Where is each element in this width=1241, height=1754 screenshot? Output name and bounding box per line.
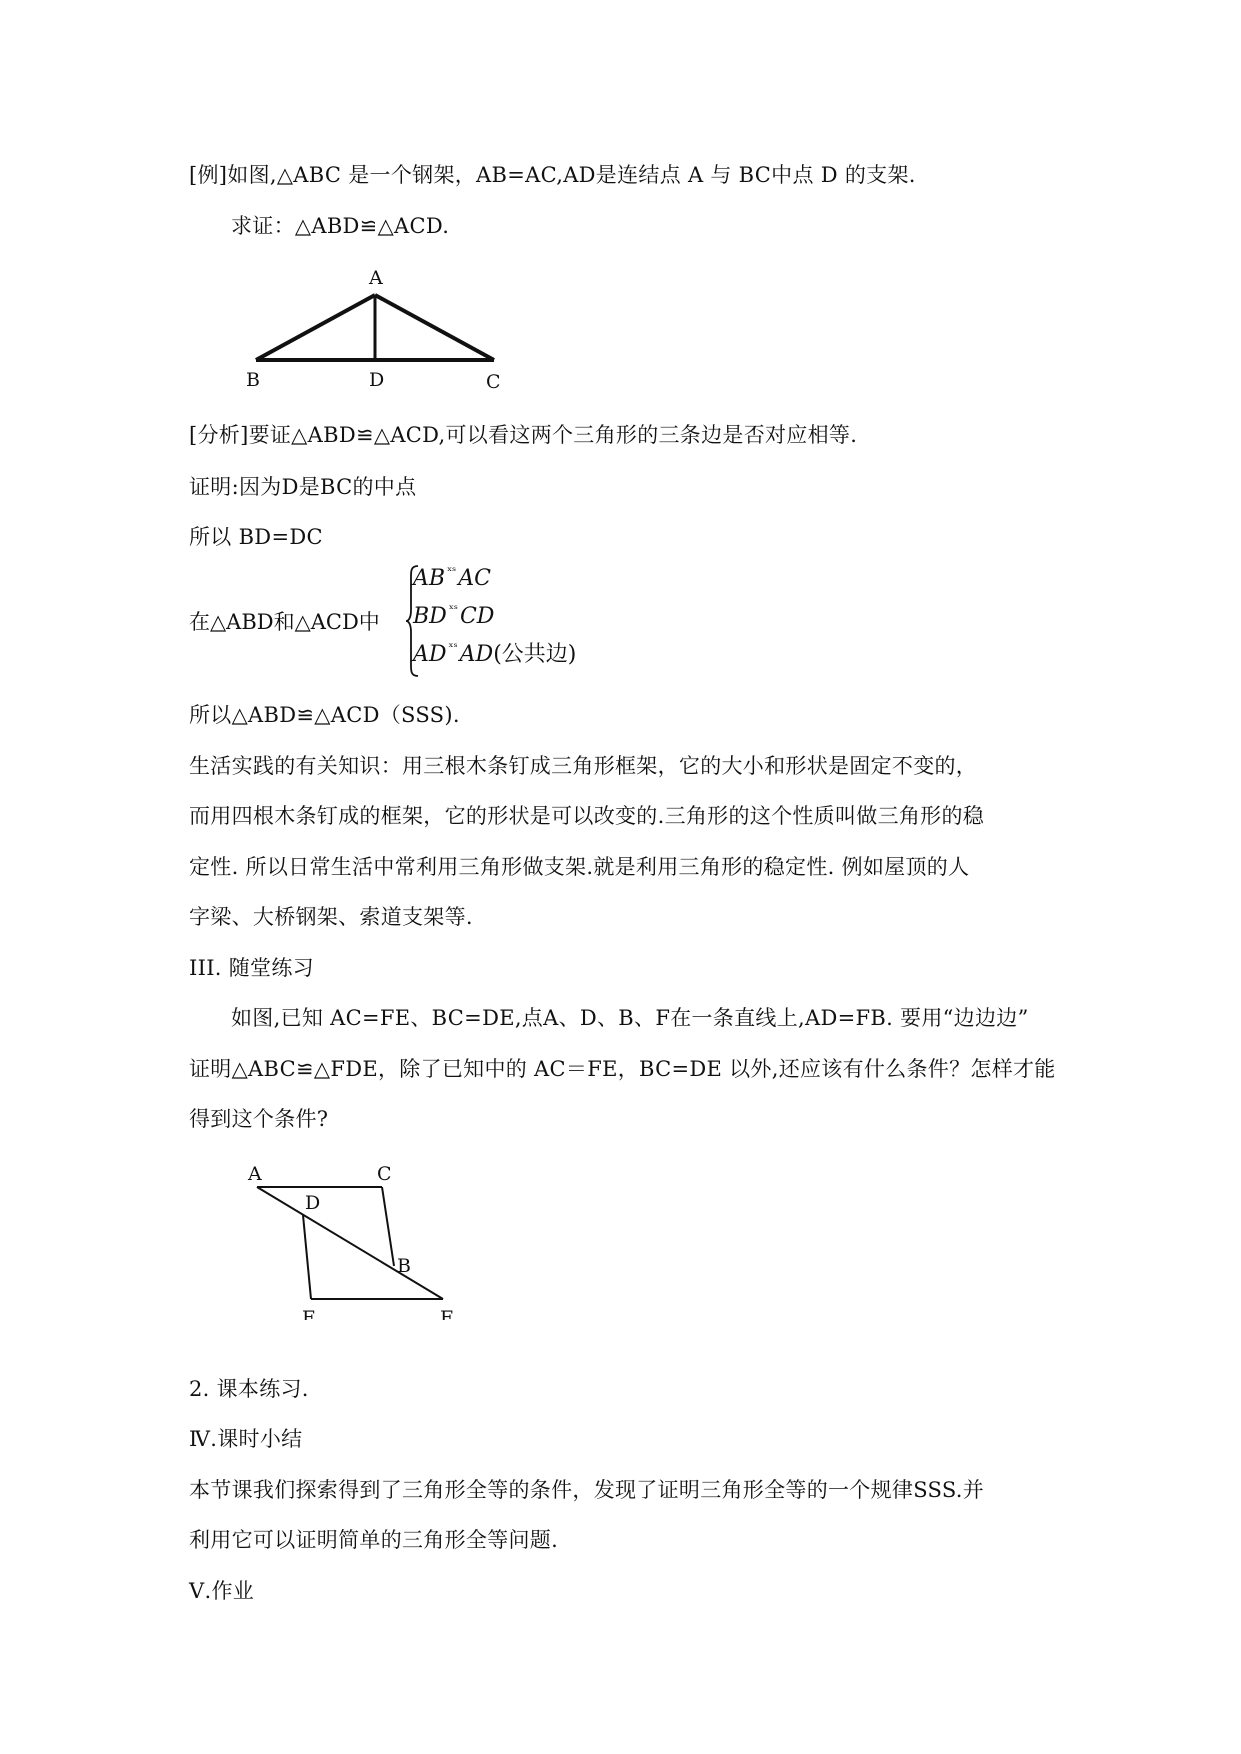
eq3-note: (公共边) [493,642,577,667]
prove-statement: 求证：△ABD≌△ACD. [231,214,450,238]
equation-ab-ac [413,564,491,596]
knowledge-line-2: 而用四根木条钉成的框架，它的形状是可以改变的.三角形的这个性质叫做三角形的稳 [189,804,985,828]
summary-line-1: 本节课我们探索得到了三角形全等的条件，发现了证明三角形全等的一个规律SSS.并 [189,1478,985,1502]
figure-steel-frame [240,264,520,398]
eq3-right: AD [459,642,494,667]
label-f: F [440,1307,454,1320]
label-b: B [246,369,260,391]
proof-conclusion: 所以△ABD≌△ACD（SSS). [189,703,460,727]
eq1-mark: ˣˢ [447,564,457,578]
eq1-left: AB [413,566,446,591]
equation-bd-cd [413,602,494,634]
practice-heading: III. 随堂练习 [189,956,314,980]
proof-line-2: 所以 BD=DC [189,525,323,549]
system-lead: 在△ABD和△ACD中 [189,610,380,634]
side-ab [256,295,375,360]
analysis: [分析]要证△ABD≌△ACD,可以看这两个三角形的三条边是否对应相等. [189,423,858,447]
side-ac [375,295,494,360]
proof-line-1: 证明:因为D是BC的中点 [189,475,417,499]
equation-ad-ad [413,640,576,672]
practice-question-1: 如图,已知 AC=FE、BC=DE,点A、D、B、F在一条直线上,AD=FB. 要用“边边边” [231,1006,1029,1030]
segment-af [257,1187,443,1299]
label-a: A [248,1163,262,1185]
practice-question-3: 得到这个条件? [189,1107,329,1131]
segment-de [303,1215,311,1299]
summary-line-2: 利用它可以证明简单的三角形全等问题. [189,1528,559,1552]
label-c: C [377,1163,392,1185]
summary-heading: Ⅳ.课时小结 [189,1427,303,1451]
label-a: A [369,267,383,289]
knowledge-line-3: 定性. 所以日常生活中常利用三角形做支架.就是利用三角形的稳定性. 例如屋顶的人 [189,855,970,879]
label-c: C [486,371,501,393]
practice-question-2: 证明△ABC≌△FDE，除了已知中的 AC＝FE，BC=DE 以外,还应该有什么条件？怎样才能 [189,1057,1056,1081]
label-d: D [305,1192,321,1214]
homework-heading: Ⅴ.作业 [189,1579,255,1603]
knowledge-line-1: 生活实践的有关知识：用三根木条钉成三角形框架，它的大小和形状是固定不变的， [189,754,978,778]
label-d: D [369,369,385,391]
segment-cb [382,1187,394,1266]
knowledge-line-4: 字梁、大桥钢架、索道支架等. [189,905,473,929]
abcfde-diagram [240,1160,470,1320]
eq3-left: AD [413,642,447,667]
example-intro: [例]如图,△ABC 是一个钢架，AB=AC,AD是连结点 A 与 BC中点 D 的支架. [189,163,916,187]
eq3-mark: ˣˢ [448,640,458,654]
label-e: E [302,1307,316,1320]
triangle-abc-diagram [240,264,520,394]
congruence-system [189,560,689,680]
textbook-exercise: 2. 课本练习. [189,1377,309,1401]
figure-quadrilateral [240,1160,470,1324]
eq2-right: CD [459,604,495,629]
eq2-mark: ˣˢ [448,602,458,616]
label-b: B [397,1255,411,1277]
eq1-right: AC [458,566,491,591]
eq2-left: BD [413,604,447,629]
